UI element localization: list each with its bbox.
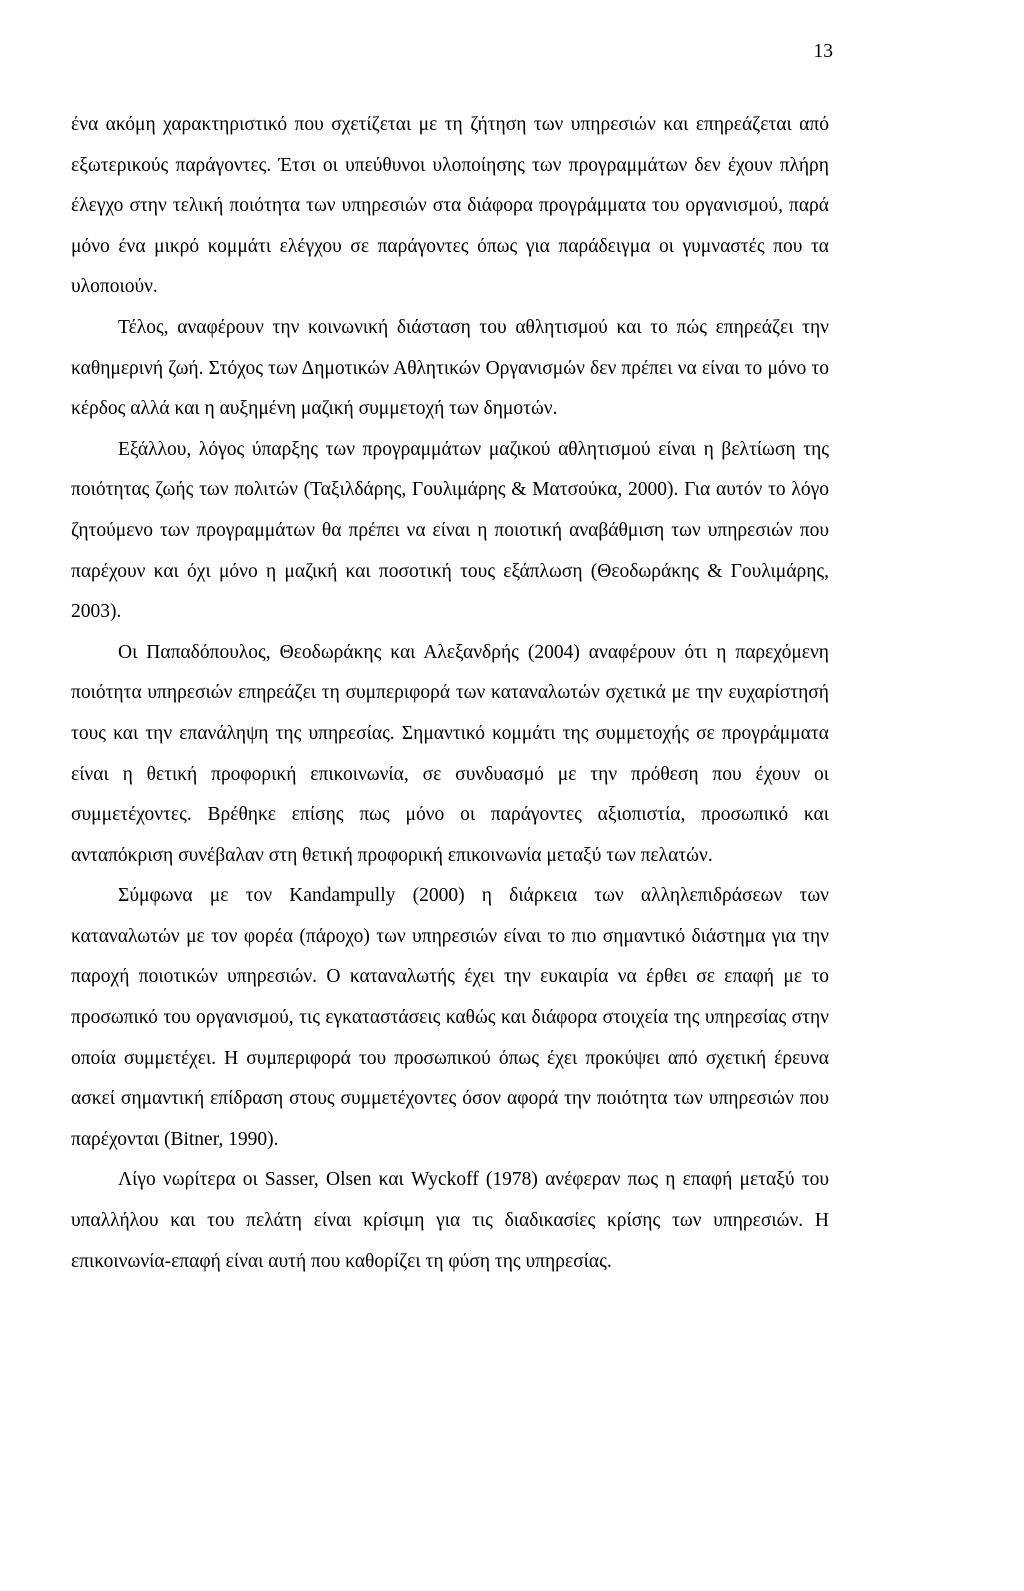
paragraph-social-dimension: Τέλος, αναφέρουν την κοινωνική διάσταση του αθλητισμού και το πώς επηρεάζει την καθημερινή ζωή. Στόχος των Δημοτικών Αθλητικών Οργανισμών δεν πρέπει να είναι το μόνο το κέρδος αλλά και η αυξημένη μαζική συμμετοχή των δημοτών. [71, 316, 829, 420]
paragraph-mass-sport-purpose: Εξάλλου, λόγος ύπαρξης των προγραμμάτων μαζικού αθλητισμού είναι η βελτίωση της ποιότητας ζωής των πολιτών (Ταξιλδάρης, Γουλιμάρης & Ματσούκα, 2000). Για αυτόν το λόγο ζητούμενο των προγραμμάτων θα πρέπει να είναι η ποιοτική αναβάθμιση των υπηρεσιών που παρέχουν και όχι μόνο η μαζική και ποσοτική τους εξάπλωση (Θεοδωράκης & Γουλιμάρης, 2003). [71, 438, 829, 623]
paragraph-service-quality: Οι Παπαδόπουλος, Θεοδωράκης και Αλεξανδρής (2004) αναφέρουν ότι η παρεχόμενη ποιότητα υπηρεσιών επηρεάζει τη συμπεριφορά των καταναλωτών σχετικά με την ευχαρίστησή τους και την επανάληψη της υπηρεσίας. Σημαντικό κομμάτι της συμμετοχής σε προγράμματα είναι η θετική προφορική επικοινωνία, σε συνδυασμό με την πρόθεση που έχουν οι συμμετέχοντες. Βρέθηκε επίσης πως μόνο οι παράγοντες αξιοπιστία, προσωπικό και ανταπόκριση συνέβαλαν στη θετική προφορική επικοινωνία μεταξύ των πελατών. [71, 641, 829, 866]
paragraph-continuation: ένα ακόμη χαρακτηριστικό που σχετίζεται με τη ζήτηση των υπηρεσιών και επηρεάζεται από εξωτερικούς παράγοντες. Έτσι οι υπεύθυνοι υλοποίησης των προγραμμάτων δεν έχουν πλήρη έλεγχο στην τελική ποιότητα των υπηρεσιών στα διάφορα προγράμματα του οργανισμού, παρά μόνο ένα μικρό κομμάτι ελέγχου σε παράγοντες όπως για παράδειγμα οι γυμναστές που τα υλοποιούν. [71, 114, 829, 298]
page-number: 13 [813, 41, 833, 62]
paragraph-kandampully: Σύμφωνα με τον Kandampully (2000) η διάρκεια των αλληλεπιδράσεων των καταναλωτών με τον φορέα (πάροχο) των υπηρεσιών είναι το πιο σημαντικό διάστημα για την παροχή ποιοτικών υπηρεσιών. Ο καταναλωτής έχει την ευκαιρία να έρθει σε επαφή με το προσωπικό του οργανισμού, τις εγκαταστάσεις καθώς και διάφορα στοιχεία της υπηρεσίας στην οποία συμμετέχει. Η συμπεριφορά του προσωπικού όπως έχει προκύψει από σχετική έρευνα ασκεί σημαντική επίδραση στους συμμετέχοντες όσον αφορά την ποιότητα των υπηρεσιών που παρέχονται (Bitner, 1990). [71, 885, 829, 1150]
body-text [71, 105, 829, 1282]
paragraph-sasser: Λίγο νωρίτερα οι Sasser, Olsen και Wyckoff (1978) ανέφεραν πως η επαφή μεταξύ του υπαλλήλου και του πελάτη είναι κρίσιμη για τις διαδικασίες κρίσης των υπηρεσιών. Η επικοινωνία-επαφή είναι αυτή που καθορίζει τη φύση της υπηρεσίας. [71, 1169, 829, 1272]
